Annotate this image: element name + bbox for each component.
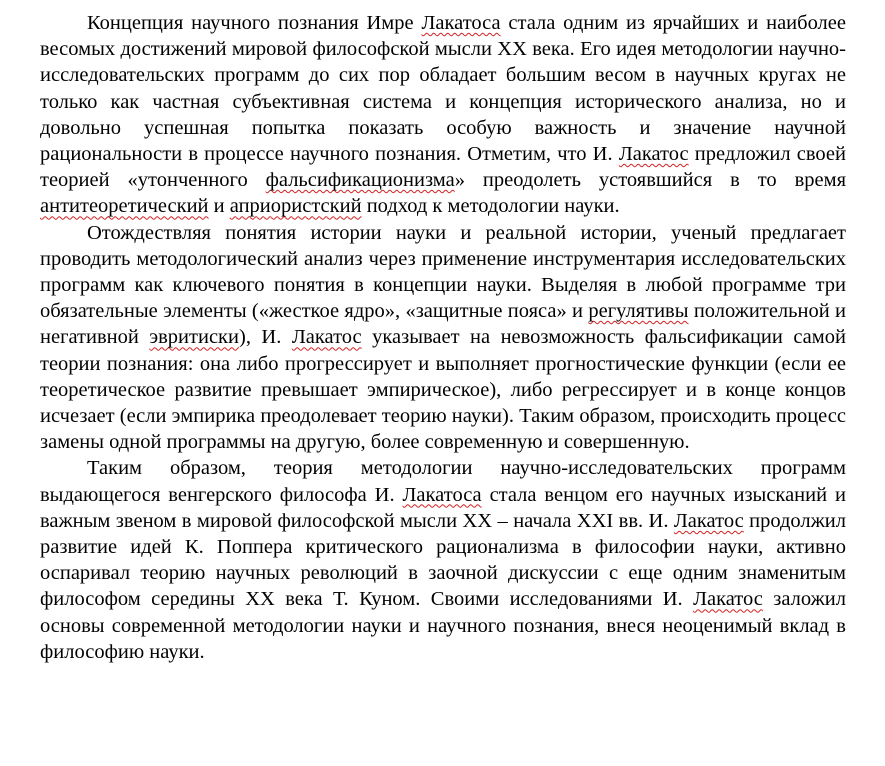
spelling-flagged-word: априористский xyxy=(229,195,362,218)
text-run: ), И. xyxy=(239,326,292,349)
paragraph-2[interactable] xyxy=(40,220,846,456)
text-run: стала одним из ярчайших и наиболее весомых достижений мировой философской мысли ХХ века. Его идея методологии научно-исследовательских программ до сих пор обладает большим весом в научных кругах не только как частная субъективная система и концепция исторического анализа, но и довольно успешная попытка показать особую важность и значение научной рациональности в процессе научного познания. Отметим, что И. xyxy=(40,12,846,166)
text-run: заложил основы современной методологии науки и научного познания, внеся неоценимый вклад в философию науки. xyxy=(40,588,846,663)
spelling-flagged-word: Лакатоса xyxy=(421,12,501,34)
text-run: предложил своей теорией «утонченного xyxy=(40,143,846,192)
spelling-flagged-word: Лакатос xyxy=(693,588,763,611)
paragraph-3[interactable] xyxy=(40,455,846,665)
spelling-flagged-word: антитеоретический xyxy=(40,195,209,218)
spelling-flagged-word: фальсификационизма xyxy=(265,169,455,192)
spelling-flagged-word: Лакатос xyxy=(618,143,689,166)
text-run: продолжил развитие идей К. Поппера критического рационализма в философии науки, активно оспаривал теорию научных революций в заочной дискуссии с еще одним знаменитым философом середины ХХ века Т. Куном. Своими исследованиями И. xyxy=(40,509,846,611)
paragraph-1[interactable] xyxy=(40,10,846,220)
text-run: Концепция научного познания Имре xyxy=(87,12,422,34)
spelling-flagged-word: Лакатос xyxy=(673,509,744,532)
text-run: Таким образом, теория методологии научно-исследовательских программ выдающегося венгерского философа И. xyxy=(40,457,846,506)
document-page xyxy=(40,10,846,665)
text-run: указывает на невозможность фальсификации самой теории познания: она либо прогрессирует и выполняет прогностические функции (если ее теоретическое развитие превышает эмпирическое), либо регрессирует и в конце концов исчезает (если эмпирика преодолевает теорию науки). Таким образом, происходить процесс замены одной программы на другую, более современную и совершенную. xyxy=(40,326,846,454)
text-run: и xyxy=(208,195,230,218)
text-run: Отождествляя понятия истории науки и реальной истории, ученый предлагает проводить методологический анализ через применение инструментария исследовательских программ как ключевого понятия в концепции науки. Выделяя в любой программе три обязательные элементы («жесткое ядро», «защитные пояса» и xyxy=(40,221,846,323)
spelling-flagged-word: Лакатоса xyxy=(402,483,482,506)
text-run: » преодолеть устоявшийся в то время xyxy=(454,169,846,192)
text-run: положительной и негативной xyxy=(40,300,846,349)
spelling-flagged-word: эвритиски xyxy=(149,326,239,349)
spelling-flagged-word: Лакатос xyxy=(291,326,362,349)
spelling-flagged-word: регулятивы xyxy=(588,300,689,323)
text-run: стала венцом его научных изысканий и важным звеном в мировой философской мысли ХХ – начала XXI вв. И. xyxy=(40,483,846,532)
text-run: подход к методологии науки. xyxy=(361,195,620,218)
